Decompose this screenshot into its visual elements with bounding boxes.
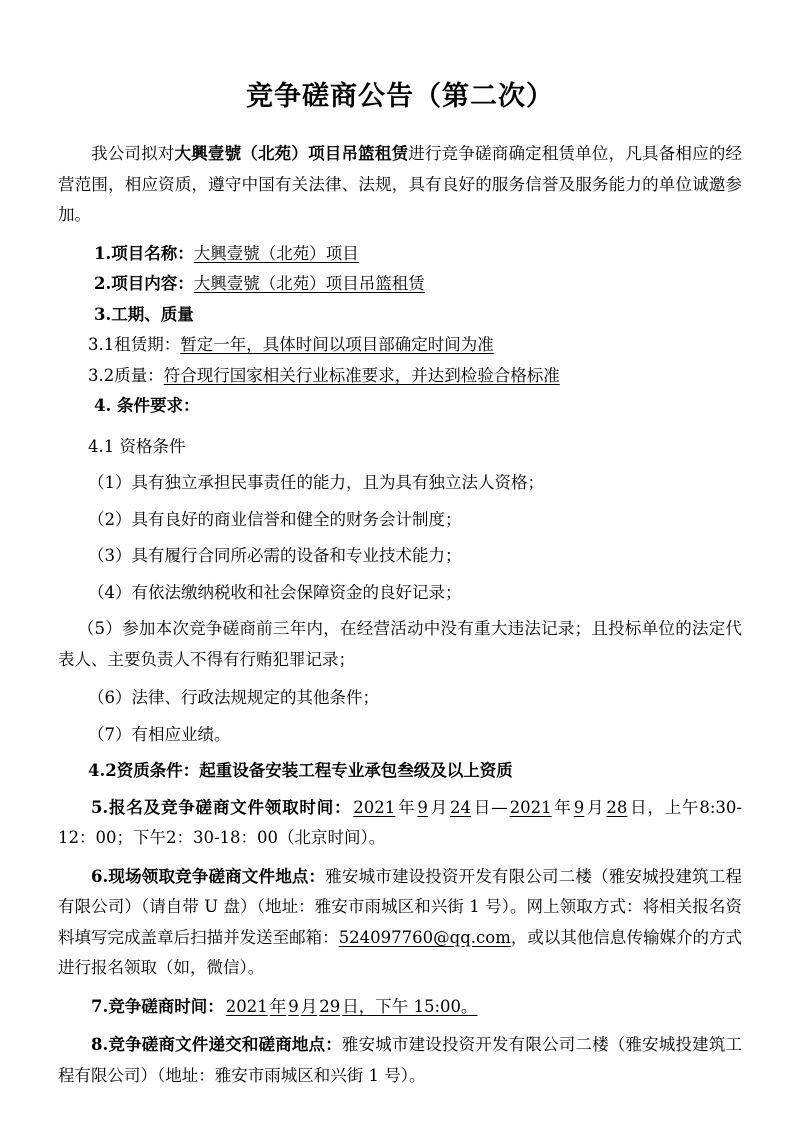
- intro-project-name: 大興壹號（北苑）项目吊篮租赁: [174, 144, 409, 163]
- schedule-item-rental-period: [58, 330, 742, 361]
- section-4-heading: [58, 391, 742, 422]
- item-7-year: 2021: [225, 996, 268, 1016]
- item-5-end-day: 28: [606, 797, 628, 817]
- schedule-2-value: 符合现行国家相关行业标准要求，并达到检验合格标准: [163, 365, 560, 385]
- item-5-dash: —: [491, 797, 508, 817]
- schedule-2-num: 3.2: [88, 365, 115, 385]
- intro-paragraph: [58, 139, 742, 231]
- page-title: 竞争磋商公告（第二次）: [246, 81, 554, 112]
- item-5-year-unit: 年: [397, 797, 416, 817]
- list-item: [58, 239, 742, 270]
- item-7-time: ，下午 15:00。: [358, 996, 478, 1016]
- qualification-item: （7）有相应业绩。: [88, 724, 231, 744]
- item-6-email[interactable]: 524097760@qq.com: [338, 927, 511, 947]
- section-4-1-heading: 4.1 资格条件: [88, 436, 186, 456]
- section-4-2: [58, 756, 742, 787]
- item-7-month: 9: [288, 996, 299, 1016]
- item-1-value: 大興壹號（北苑）项目: [193, 243, 359, 263]
- item-6-pickup-location: [58, 862, 742, 984]
- list-item: [58, 300, 742, 331]
- item-6-text-before-email: 雅安城市建设投资开发有限公司二楼（雅安城投建筑工程有限公司）（请自带 U 盘）（地址：雅安市雨城区和兴街 1 号）。网上领取方式：将相关报名资料填写完成盖章后扫描并发送至邮箱：: [58, 866, 743, 947]
- section-4-2-label: 资质条件：: [116, 761, 200, 781]
- item-5-num: 5.: [91, 797, 109, 817]
- section-4-2-num: 4.2: [88, 761, 117, 781]
- qualification-item: （3）具有履行合同所必需的设备和专业技术能力；: [88, 546, 462, 566]
- item-6-text-after-email: ，或以其他信息传输媒介的方式进行报名领取（如，微信）。: [58, 927, 743, 978]
- item-5-end-day-unit: 日: [629, 797, 648, 817]
- item-5-end-month: 9: [573, 797, 585, 817]
- item-3-num: 3.: [94, 304, 112, 324]
- schedule-2-label: 质量：: [114, 365, 164, 385]
- qualification-item: （6）法律、行政法规规定的其他条件；: [88, 688, 379, 708]
- qualification-item: （1）具有独立承担民事责任的能力，且为具有独立法人资格；: [88, 473, 544, 493]
- intro-suffix: 进行竞争磋商确定租赁单位，凡具备相应的经营范围，相应资质，遵守中国有关法律、法规，具有良好的服务信誉及服务能力的单位诚邀参加。: [58, 144, 743, 225]
- item-7-day: 29: [319, 996, 341, 1016]
- item-5-end-month-unit: 月: [586, 797, 605, 817]
- item-5-start-year: 2021: [353, 797, 396, 817]
- item-6-num: 6.: [91, 866, 109, 886]
- item-6-label: 现场领取竞争磋商文件地点：: [108, 866, 326, 886]
- item-1-label: 项目名称：: [111, 243, 194, 263]
- item-8-text: 雅安城市建设投资开发有限公司二楼（雅安城投建筑工程有限公司）（地址：雅安市雨城区和兴街 1 号）。: [58, 1035, 743, 1085]
- item-7-negotiation-time: [58, 992, 742, 1023]
- qualification-item: （5）参加本次竞争磋商前三年内，在经营活动中没有重大违法记录；且投标单位的法定代表人、主要负责人不得有行贿犯罪记录；: [58, 619, 742, 669]
- section-4-2-value: 起重设备安装工程专业承包叁级及以上资质: [199, 761, 513, 781]
- schedule-item-quality: [58, 361, 742, 392]
- item-8-num: 8.: [91, 1035, 109, 1055]
- schedule-1-value: 暂定一年，具体时间以项目部确定时间为准: [180, 335, 494, 355]
- item-7-day-unit: 日: [342, 996, 359, 1016]
- item-5-label: 报名及竞争磋商文件领取时间：: [108, 797, 352, 817]
- item-5-registration-time: [58, 793, 742, 854]
- item-5-end-year-unit: 年: [553, 797, 572, 817]
- schedule-1-label: 租赁期：: [114, 335, 181, 355]
- item-7-year-unit: 年: [269, 996, 287, 1016]
- item-7-month-unit: 月: [300, 996, 318, 1016]
- qualification-item: （2）具有良好的商业信誉和健全的财务会计制度；: [88, 509, 462, 529]
- item-7-label: 竞争磋商时间：: [108, 996, 224, 1016]
- item-2-value: 大興壹號（北苑）项目吊篮租赁: [193, 274, 425, 294]
- section-4-heading-text: 4. 条件要求：: [94, 396, 200, 416]
- schedule-1-num: 3.1: [88, 335, 115, 355]
- item-5-start-day: 24: [450, 797, 472, 817]
- item-5-tail: ，上午8:30-12：00；下午2：30-18：00（北京时间）。: [58, 797, 742, 848]
- item-5-end-year: 2021: [509, 797, 552, 817]
- item-3-label: 工期、质量: [111, 304, 194, 324]
- item-5-start-month: 9: [417, 797, 428, 817]
- item-1-num: 1.: [94, 243, 112, 263]
- item-8-submission-location: [58, 1030, 742, 1091]
- qualification-item: （4）有依法缴纳税收和社会保障资金的良好记录；: [88, 582, 462, 602]
- item-2-label: 项目内容：: [111, 274, 194, 294]
- item-8-label: 竞争磋商文件递交和磋商地点：: [108, 1035, 342, 1055]
- item-5-month-unit: 月: [429, 797, 449, 817]
- intro-prefix: 我公司拟对: [91, 144, 175, 163]
- item-7-num: 7.: [91, 996, 109, 1016]
- list-item: [58, 269, 742, 300]
- item-2-num: 2.: [94, 274, 112, 294]
- item-5-day-unit: 日: [473, 797, 492, 817]
